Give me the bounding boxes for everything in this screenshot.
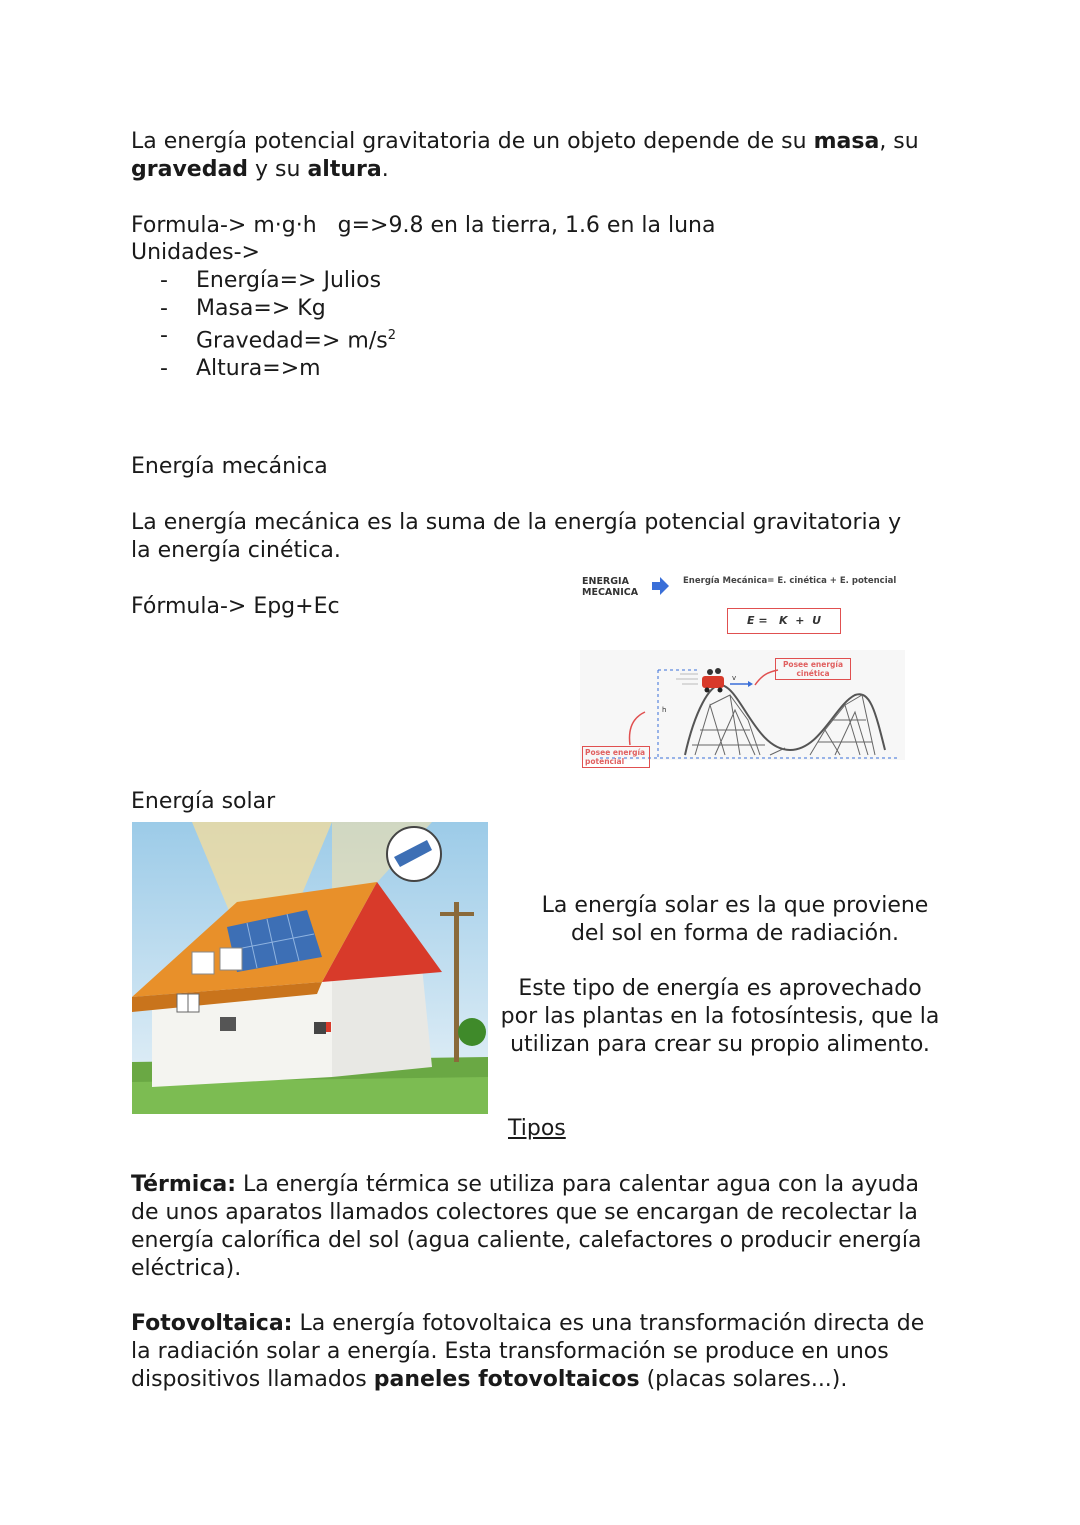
right-arrow-icon [650,575,670,597]
bold-gravedad: gravedad [131,157,249,182]
termica-label: Térmica: [131,1172,237,1197]
intro-line-1 [131,128,919,156]
units-list [160,267,396,382]
fotovoltaica-line-2: la radiación solar a energía. Esta transformación se produce en unos [131,1339,889,1364]
figure-title [582,576,638,598]
bold-altura: altura [307,157,382,182]
solar-desc-1-line-1: La energía solar es la que proviene [541,893,929,918]
fotovoltaica-text: La energía fotovoltaica es una transformación directa de [292,1311,925,1336]
termica-line-4: eléctrica). [131,1256,242,1281]
velocity-label: v [732,674,737,682]
mecanica-formula: Fórmula-> Epg+Ec [131,594,340,619]
heading-mecanica: Energía mecánica [131,454,328,479]
fotovoltaica-text: (placas solares...). [639,1367,848,1392]
unit-gravedad-exponent: 2 [387,328,396,343]
termica-text: La energía térmica se utiliza para calentar agua con la ayuda [236,1172,919,1197]
figure-definition: Energía Mecánica= E. cinética + E. potencial [683,576,897,586]
height-label: h [662,706,667,714]
termica-line-1 [131,1171,919,1199]
intro-line-2 [131,156,389,184]
mechanical-energy-figure [570,570,910,780]
mecanica-line-1: La energía mecánica es la suma de la energía potencial gravitatoria y [131,510,902,535]
heading-solar: Energía solar [131,789,276,814]
solar-house-illustration [132,822,488,1114]
unit-energia: - Energía=> Julios [160,267,396,295]
solar-desc-2-line-3: utilizan para crear su propio alimento. [510,1032,930,1057]
intro-text: , su [879,129,919,154]
unit-gravedad-base: Gravedad=> m/s [196,328,388,354]
intro-text: y su [248,157,308,182]
bold-paneles: paneles fotovoltaicos [373,1367,640,1392]
solar-desc-2-line-2: por las plantas en la fotosíntesis, que la [500,1004,940,1029]
unit-gravedad [160,322,396,355]
termica-line-3: energía calorífica del sol (agua caliente, calefactores o producir energía [131,1228,922,1253]
fotovoltaica-line-1 [131,1310,924,1338]
label-potential-energy: Posee energía potencial [582,746,650,768]
label-kinetic-energy: Posee energía cinética [775,658,851,680]
intro-text: La energía potencial gravitatoria de un objeto depende de su [131,129,814,154]
unit-altura: - Altura=>m [160,355,396,383]
termica-line-2: de unos aparatos llamados colectores que se encargan de recolectar la [131,1200,918,1225]
roller-coaster-illustration [570,650,910,760]
fotovoltaica-text: dispositivos llamados [131,1367,374,1392]
mecanica-line-2: la energía cinética. [131,538,341,563]
fotovoltaica-label: Fotovoltaica: [131,1311,293,1336]
solar-desc-1-line-2: del sol en forma de radiación. [570,921,900,946]
fotovoltaica-line-3 [131,1366,847,1394]
tipos-heading: Tipos [508,1116,566,1141]
units-title: Unidades-> [131,240,260,265]
figure-title-line: ENERGIA [582,576,629,587]
formula-line: Formula-> m·g·h g=>9.8 en la tierra, 1.6 en la luna [131,213,716,238]
bold-masa: masa [813,129,880,154]
figure-title-line: MECANICA [582,587,639,598]
solar-desc-2-line-1: Este tipo de energía es aprovechado [518,976,922,1001]
figure-equation: E = K + U [727,608,841,634]
unit-masa: - Masa=> Kg [160,295,396,323]
intro-text: . [381,157,389,182]
